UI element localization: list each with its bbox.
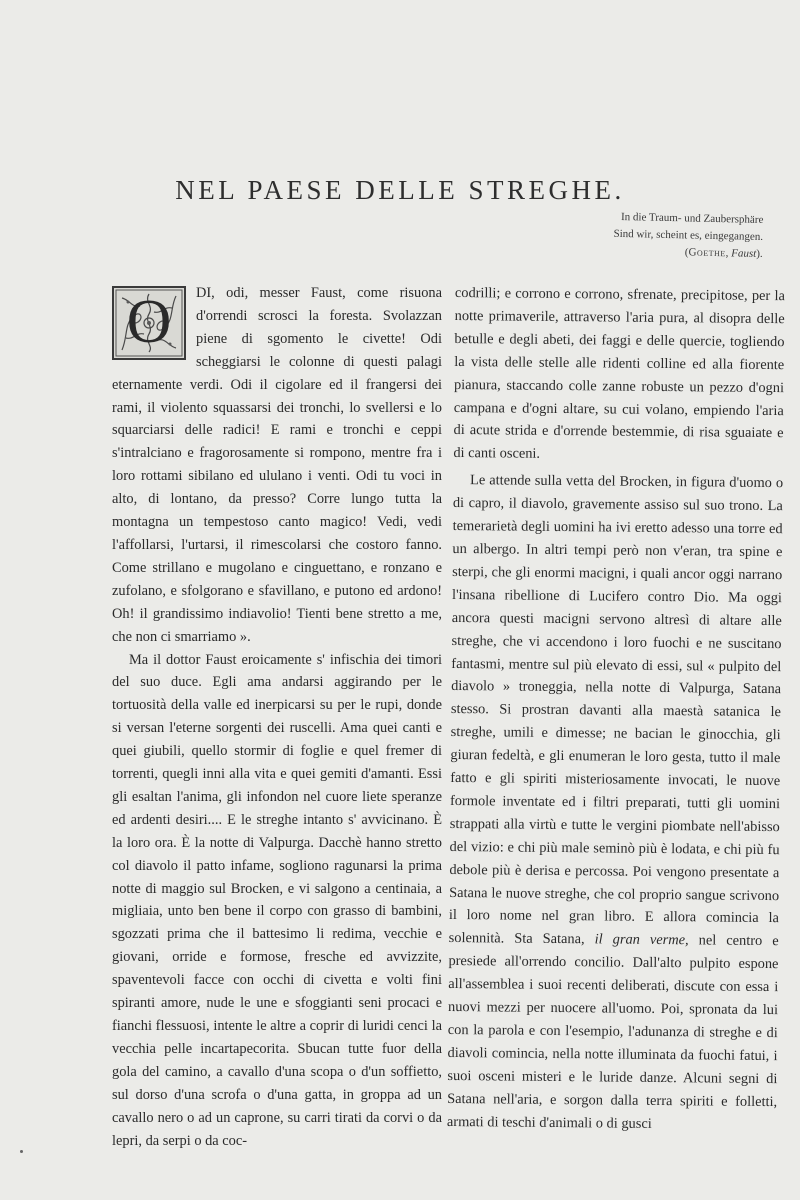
epigraph <box>613 209 764 263</box>
paper-speck <box>20 1150 23 1153</box>
epigraph-work: Faust <box>731 247 757 260</box>
epigraph-line-1: In die Traum- und Zaubersphäre <box>621 211 764 226</box>
left-paragraph-2: Ma il dottor Faust eroicamente s' infischia dei timori del suo duce. Egli ama andarsi aggirando per le tortuosità della valle ed inerpicarsi su per le rupi, donde si versan l'eterne sorgenti dei ruscelli. Ama quei canti e quei giubili, quello stormir di foglie e quel fremer di torrenti, quegli inni alla vita e quei gemiti d'amanti. Essi gli esaltan l'anima, gli infondon nel cuore liete speranze ed ardenti desiri.... E le streghe intanto s' avvicinano. È la loro ora. È la notte di Valpurga. Dacchè hanno stretto col diavolo il patto infame, sogliono ragunarsi la prima notte di maggio sul Brocken, e vi salgono a centinaia, a migliaia, unto ben bene il corpo con grasso di bambini, sgozzati prima che il battesimo li redima, vecchie e giovani, orride e formose, fresche ed avvizzite, spaventevoli facce con occhi di civetta e volti fini spiranti amore, nude le une e sfoggianti seni procaci e fianchi flessuosi, intente le altre a coprir di luridi cenci la vecchia pelle incartapecorita. Sbucan tutte fuor della gola del camino, a cavallo d'una scopa o d'un soffietto, sul dorso d'una scrofa o d'una gatta, in groppa ad un cavallo nero o ad un caprone, su carri tirati da corvi o da lepri, da serpi o da coc- <box>112 651 442 1149</box>
epigraph-separator: , <box>726 247 732 260</box>
epigraph-line-2: Sind wir, scheint es, eingegangen. <box>613 227 764 243</box>
epigraph-paren-close: ). <box>756 247 764 260</box>
right-paragraph-1: codrilli; e corrono e corrono, sfrenate, precipitose, per la notte primaverile, attraverso l'aria pura, al disopra delle betulle e degli abeti, dei faggi e delle quercie, togliendo la vista delle stelle alle ridenti colline ed alla fiorente pianura, staccando colle zanne robuste un pezzo d'ogni campana e d'ogni altare, su cui volano, empiendo l'aria di acute strida e d'orrende bestemmie, di risa sguaiate e di canti osceni. <box>453 284 785 463</box>
epigraph-author: Goethe <box>688 246 727 260</box>
epigraph-paren-open: ( <box>685 246 690 259</box>
dropcap-ornament <box>112 286 186 360</box>
left-column <box>112 282 442 1152</box>
ornament-icon <box>114 288 184 358</box>
page-title: NEL PAESE DELLE STREGHE. <box>175 175 625 205</box>
right-paragraph-2-italic: il gran verme, <box>594 931 689 949</box>
epigraph-attribution <box>613 243 763 263</box>
right-paragraph-2-part-b: nel centro e presiede all'orrendo concilio. Dall'alto pulpito espone all'assemblea i suoi recenti deliberati, discute con essa i nuovi mezzi per nuocere all'uomo. Poi, spronata da lui con la parola e con l'esempio, l'adunanza di streghe e di diavoli comincia, nella notte illuminata da fuochi fatui, i suoi osceni misteri e le luride danze. Alcuni segni di Satana nell'aria, e sorgon dalla terra spiriti e folletti, armati di teschi d'animali o di gusci <box>446 932 779 1132</box>
left-paragraph-1: DI, odi, messer Faust, come risuona d'orrendi scrosci la foresta. Svolazzan piene di sgomento le civette! Odi scheggiarsi le colonne di questi palagi eternamente verdi. Odi il cigolare ed il frangersi dei rami, il violento squassarsi dei tronchi, lo svellersi e lo squarciarsi delle radici! E rami e tronchi e ceppi s'intralciano e fragorosamente si rompono, mentre fra i loro rottami sibilano ed ululano i venti. Odi tu voci in alto, di lontano, da presso? Corre lungo tutta la montagna un tempestoso canto magico! Vedi, vedi l'affollarsi, l'urtarsi, il rimescolarsi che costoro fanno. Come strillano e mugolano e cinguettano, e ronzano e zufolano, e sfolgorano e sfavillano, e putono ed ardono! Oh! il grandissimo indiavolio! Tienti bene stretto a me, che non ci smarriamo ». <box>112 285 442 645</box>
dropcap-letter: O <box>126 288 172 356</box>
right-column <box>447 282 785 1137</box>
right-paragraph-2 <box>447 469 783 1136</box>
right-paragraph-2-part-a: Le attende sulla vetta del Brocken, in figura d'uomo o di capro, il diavolo, gravemente assiso sul suo trono. La temerarietà degli uomini ha ivi eretto adesso una torre ed un albergo. In altri tempi però non v'eran, tra spine e sterpi, che gli enormi macigni, i quali ancor oggi narrano l'insana ribellione di Lucifero contro Dio. Ma oggi ancora questi macigni servono altresì di altare alle streghe, che vi accendono i loro fuochi e ne suscitano fantasmi, mentre sul più elevato di essi, sul « pulpito del diavolo » troneggia, nella notte di Valpurga, Satana stesso. Si prostran davanti alla maestà satanica le streghe, umili e dimesse; ne bacian le ginocchia, gli giuran fedeltà, e gli enumeran le loro gesta, tutto il male fatto e gli spiriti misteriosamente invocati, le nuove formole inventate ed i filtri preparati, tutti gli uomini strappati alla virtù e tutte le vergini piombate nell'abisso del vizio: e chi più male seminò più è lodata, e chi più fu debole più è derisa e percossa. Poi vengono presentate a Satana le nuove streghe, che col proprio sangue scrivono il loro nome nel gran libro. E allora comincia la solennità. Sta Satana, <box>448 472 784 948</box>
